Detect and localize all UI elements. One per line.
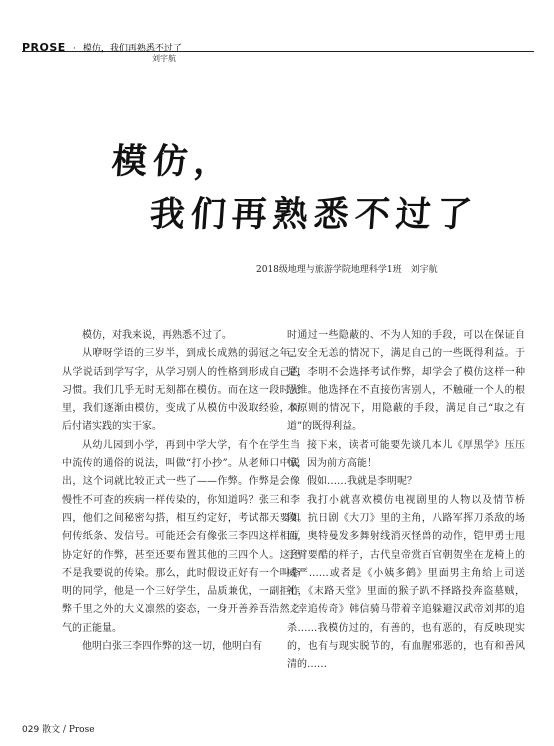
page-footer bbox=[22, 722, 95, 735]
paragraph: 从幼儿园到小学，再到中学大学，有个在学生当中流传的通俗的说法，叫做“打小抄”。从老师口中说出，这个词就比较正式一些了——作弊。作弊是会像慢性不可查的疾病一样传染的，你知道吗？张三和李四，他们之间秘密勾搭，相互约定好，考试都天要如何传纸条、发信号。可能还会有像张三李四这样相互协定好的作弊，甚至还要布置其他的三四个人。这还不是我要说的传染。那么，此时假设正好有一个叫李明的同学，他是一个三好学生，品质兼优，一副拒作弊千里之外的大义凛然的姿态，一身开善养吾浩然之气的正能量。 bbox=[62, 439, 300, 634]
paragraph: 接下来，读者可能要先谈几本儿《厚黑学》压压惊，因为前方高能！ bbox=[287, 439, 525, 470]
title-line-1: 模仿， bbox=[110, 142, 237, 182]
header-author: 刘宇航 bbox=[152, 54, 176, 63]
header-separator: · bbox=[72, 44, 76, 54]
footer-label: 散文 / Prose bbox=[42, 725, 95, 735]
section-label: PROSE bbox=[22, 41, 66, 54]
paragraph: 模仿，对我来说，再熟悉不过了。 bbox=[82, 330, 232, 341]
paragraph: 时通过一些隐蔽的、不为人知的手段，可以在保证自己安全无恙的情况下，满足自己的一些既得利益。于是，李明不会选择考试作弊，却学会了模仿这样一种思维。他选择在不直接伤害别人，不触碰一个人的根本原则的情况下，用隐蔽的手段，满足自己“取之有道”的既得利益。 bbox=[287, 330, 525, 433]
header-rule bbox=[22, 51, 534, 52]
body-column-right bbox=[287, 327, 525, 675]
body-column-left bbox=[62, 327, 300, 656]
paragraph: 假如……我就是李明呢？ bbox=[307, 476, 417, 488]
paragraph: 我打小就喜欢模仿电视剧里的人物以及情节桥段。抗日剧《大刀》里的主角，八路军挥刀杀敌的场面，奥特曼发多舞射线消灭怪兽的动作，铠甲勇士甩手臂要酷的样子，古代皇帝赏百官朝贺坐在龙椅上的威严……或者是《小姨多鹤》里面男主角给上司送礼，《末路天堂》里面的猴子趴不择路投奔盗墓贼，《幸追传奇》韩信骑马带着辛追躲避汉武帝刘邦的追杀……我模仿过的，有善的，也有恶的，有反映现实的，也有与现实脱节的，有血腥邪恶的，也有和善风清的…… bbox=[287, 494, 525, 671]
byline: 2018级地理与旅游学院地理科学1班 刘宇航 bbox=[256, 265, 438, 275]
page-number: 029 bbox=[22, 725, 40, 735]
header-subtitle: 模仿，我们再熟悉不过了 bbox=[82, 44, 182, 54]
paragraph: 从咿呀学语的三岁半，到成长成熟的弱冠之年。从学说话到学写字，从学习别人的性格到形成自己的习惯。我们几乎无时无刻都在模仿。而在这一段时光里，我们逐渐由模仿，变成了从模仿中汲取经验，而后付诸实践的实干家。 bbox=[62, 348, 300, 433]
paragraph: 他明白张三李四作弊的这一切，他明白有 bbox=[82, 641, 262, 653]
title-line-2: 我们再熟悉不过了 bbox=[148, 195, 480, 235]
